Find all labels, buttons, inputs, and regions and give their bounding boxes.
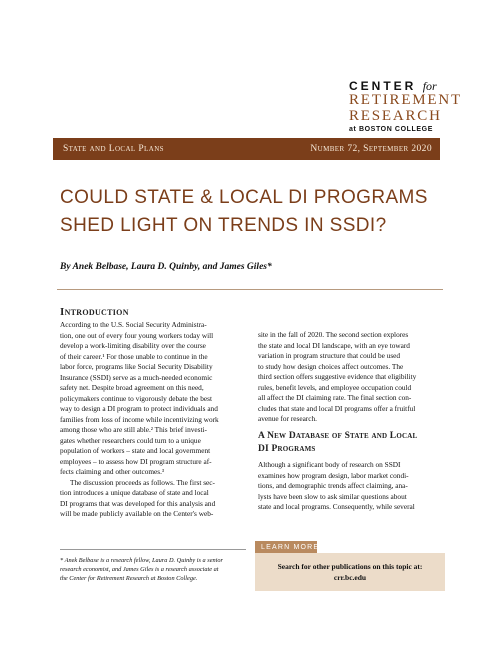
database-section-body bbox=[258, 460, 450, 520]
text-line: of their career.¹ For those unable to continue in the bbox=[60, 351, 208, 361]
logo-line-boston-college: at BOSTON COLLEGE bbox=[349, 126, 433, 133]
brief-title bbox=[60, 184, 450, 240]
left-column bbox=[60, 320, 250, 518]
text-line: site in the fall of 2020. The second section explores bbox=[258, 330, 409, 339]
footnote-line: the Center for Retirement Research at Boston College. bbox=[60, 575, 198, 582]
text-line: state and local programs. Consequently, while several bbox=[258, 502, 415, 511]
section-rule-top bbox=[57, 289, 443, 290]
text-line: examines how program design, labor market condi- bbox=[258, 470, 409, 480]
series-band bbox=[53, 138, 440, 160]
issue-label: Number 72, September 2020 bbox=[310, 144, 432, 154]
text-line: among those who are still able.² This brief investi- bbox=[60, 425, 207, 434]
heading-line-2: DI Programs bbox=[258, 444, 316, 454]
text-line: Although a significant body of research on SSDI bbox=[258, 460, 401, 469]
database-section-heading bbox=[258, 430, 458, 456]
text-line: gates whether researchers could turn to a unique bbox=[60, 435, 201, 445]
text-line: way to design a DI program to protect individuals and bbox=[60, 404, 218, 413]
text-line: tion introduces a unique database of state and local bbox=[60, 488, 209, 497]
authors-byline: By Anek Belbase, Laura D. Quinby, and James Giles* bbox=[60, 262, 272, 272]
text-line: avenue for research. bbox=[258, 414, 317, 423]
intro-paragraph-2 bbox=[60, 478, 250, 520]
title-line-1: COULD STATE & LOCAL DI PROGRAMS bbox=[60, 187, 428, 208]
intro-paragraph-1 bbox=[60, 320, 250, 478]
text-line: The discussion proceeds as follows. The first sec- bbox=[70, 477, 215, 487]
introduction-heading: Introduction bbox=[60, 306, 129, 318]
footnote-rule bbox=[60, 549, 246, 550]
heading-line-1: A New Database of State and Local bbox=[258, 431, 418, 441]
text-line: labor force, programs like Social Security Disability bbox=[60, 362, 213, 371]
text-line: According to the U.S. Social Security Administra- bbox=[60, 320, 207, 329]
text-line: families from loss of income while incentivizing work bbox=[60, 414, 219, 424]
text-line: population of workers – state and local government bbox=[60, 446, 211, 455]
text-line: lysts have been slow to ask similar questions about bbox=[258, 491, 407, 501]
text-line: will be made publicly available on the Center's web- bbox=[60, 509, 214, 518]
text-line: employees – to assess how DI program structure af- bbox=[60, 456, 212, 466]
crr-logo bbox=[349, 79, 462, 133]
learn-more-box bbox=[255, 553, 445, 591]
text-line: tions, and demographic trends affect claiming, ana- bbox=[258, 481, 408, 490]
footnote-line: research economist, and James Giles is a research associate at bbox=[60, 566, 219, 573]
learn-more-tab: LEARN MORE bbox=[255, 541, 317, 553]
text-line: to study how design choices affect outcomes. The bbox=[258, 361, 404, 371]
text-line: policymakers continue to vigorously debate the best bbox=[60, 393, 212, 403]
author-footnote bbox=[60, 556, 250, 583]
title-line-2: SHED LIGHT ON TRENDS IN SSDI? bbox=[60, 215, 387, 236]
text-line: all affect the DI claiming rate. The final section con- bbox=[258, 393, 412, 402]
text-line: tion, one out of every four young workers today will bbox=[60, 330, 214, 340]
text-line: the state and local DI landscape, with an eye toward bbox=[258, 340, 410, 350]
text-line: fects claiming and other outcomes.³ bbox=[60, 467, 165, 476]
text-line: DI programs that was developed for this analysis and bbox=[60, 498, 216, 508]
intro-paragraph-2-continued bbox=[258, 330, 450, 425]
text-line: rules, benefit levels, and employee occupation could bbox=[258, 382, 412, 392]
database-paragraph bbox=[258, 460, 450, 513]
logo-line-research: RESEARCH bbox=[349, 108, 442, 124]
footnote-line: * Anek Belbase is a research fellow, Laura D. Quinby is a senior bbox=[60, 557, 224, 564]
learn-more-text: Search for other publications on this topic at: bbox=[277, 562, 423, 571]
text-line: variation in program structure that could be used bbox=[258, 351, 401, 360]
text-line: safety net. Despite broad agreement on this need, bbox=[60, 383, 204, 392]
learn-more-link[interactable]: crr.bc.edu bbox=[333, 573, 367, 582]
text-line: develop a work-limiting disability over the course bbox=[60, 341, 206, 350]
text-line: third section offers suggestive evidence that eligibility bbox=[258, 372, 417, 381]
series-label: State and Local Plans bbox=[63, 144, 164, 154]
logo-line-center: CENTER for bbox=[349, 79, 437, 93]
text-line: cludes that state and local DI programs offer a fruitful bbox=[258, 403, 416, 413]
text-line: Insurance (SSDI) serve as a much-needed economic bbox=[60, 372, 213, 382]
logo-line-retirement: RETIREMENT bbox=[349, 92, 462, 108]
